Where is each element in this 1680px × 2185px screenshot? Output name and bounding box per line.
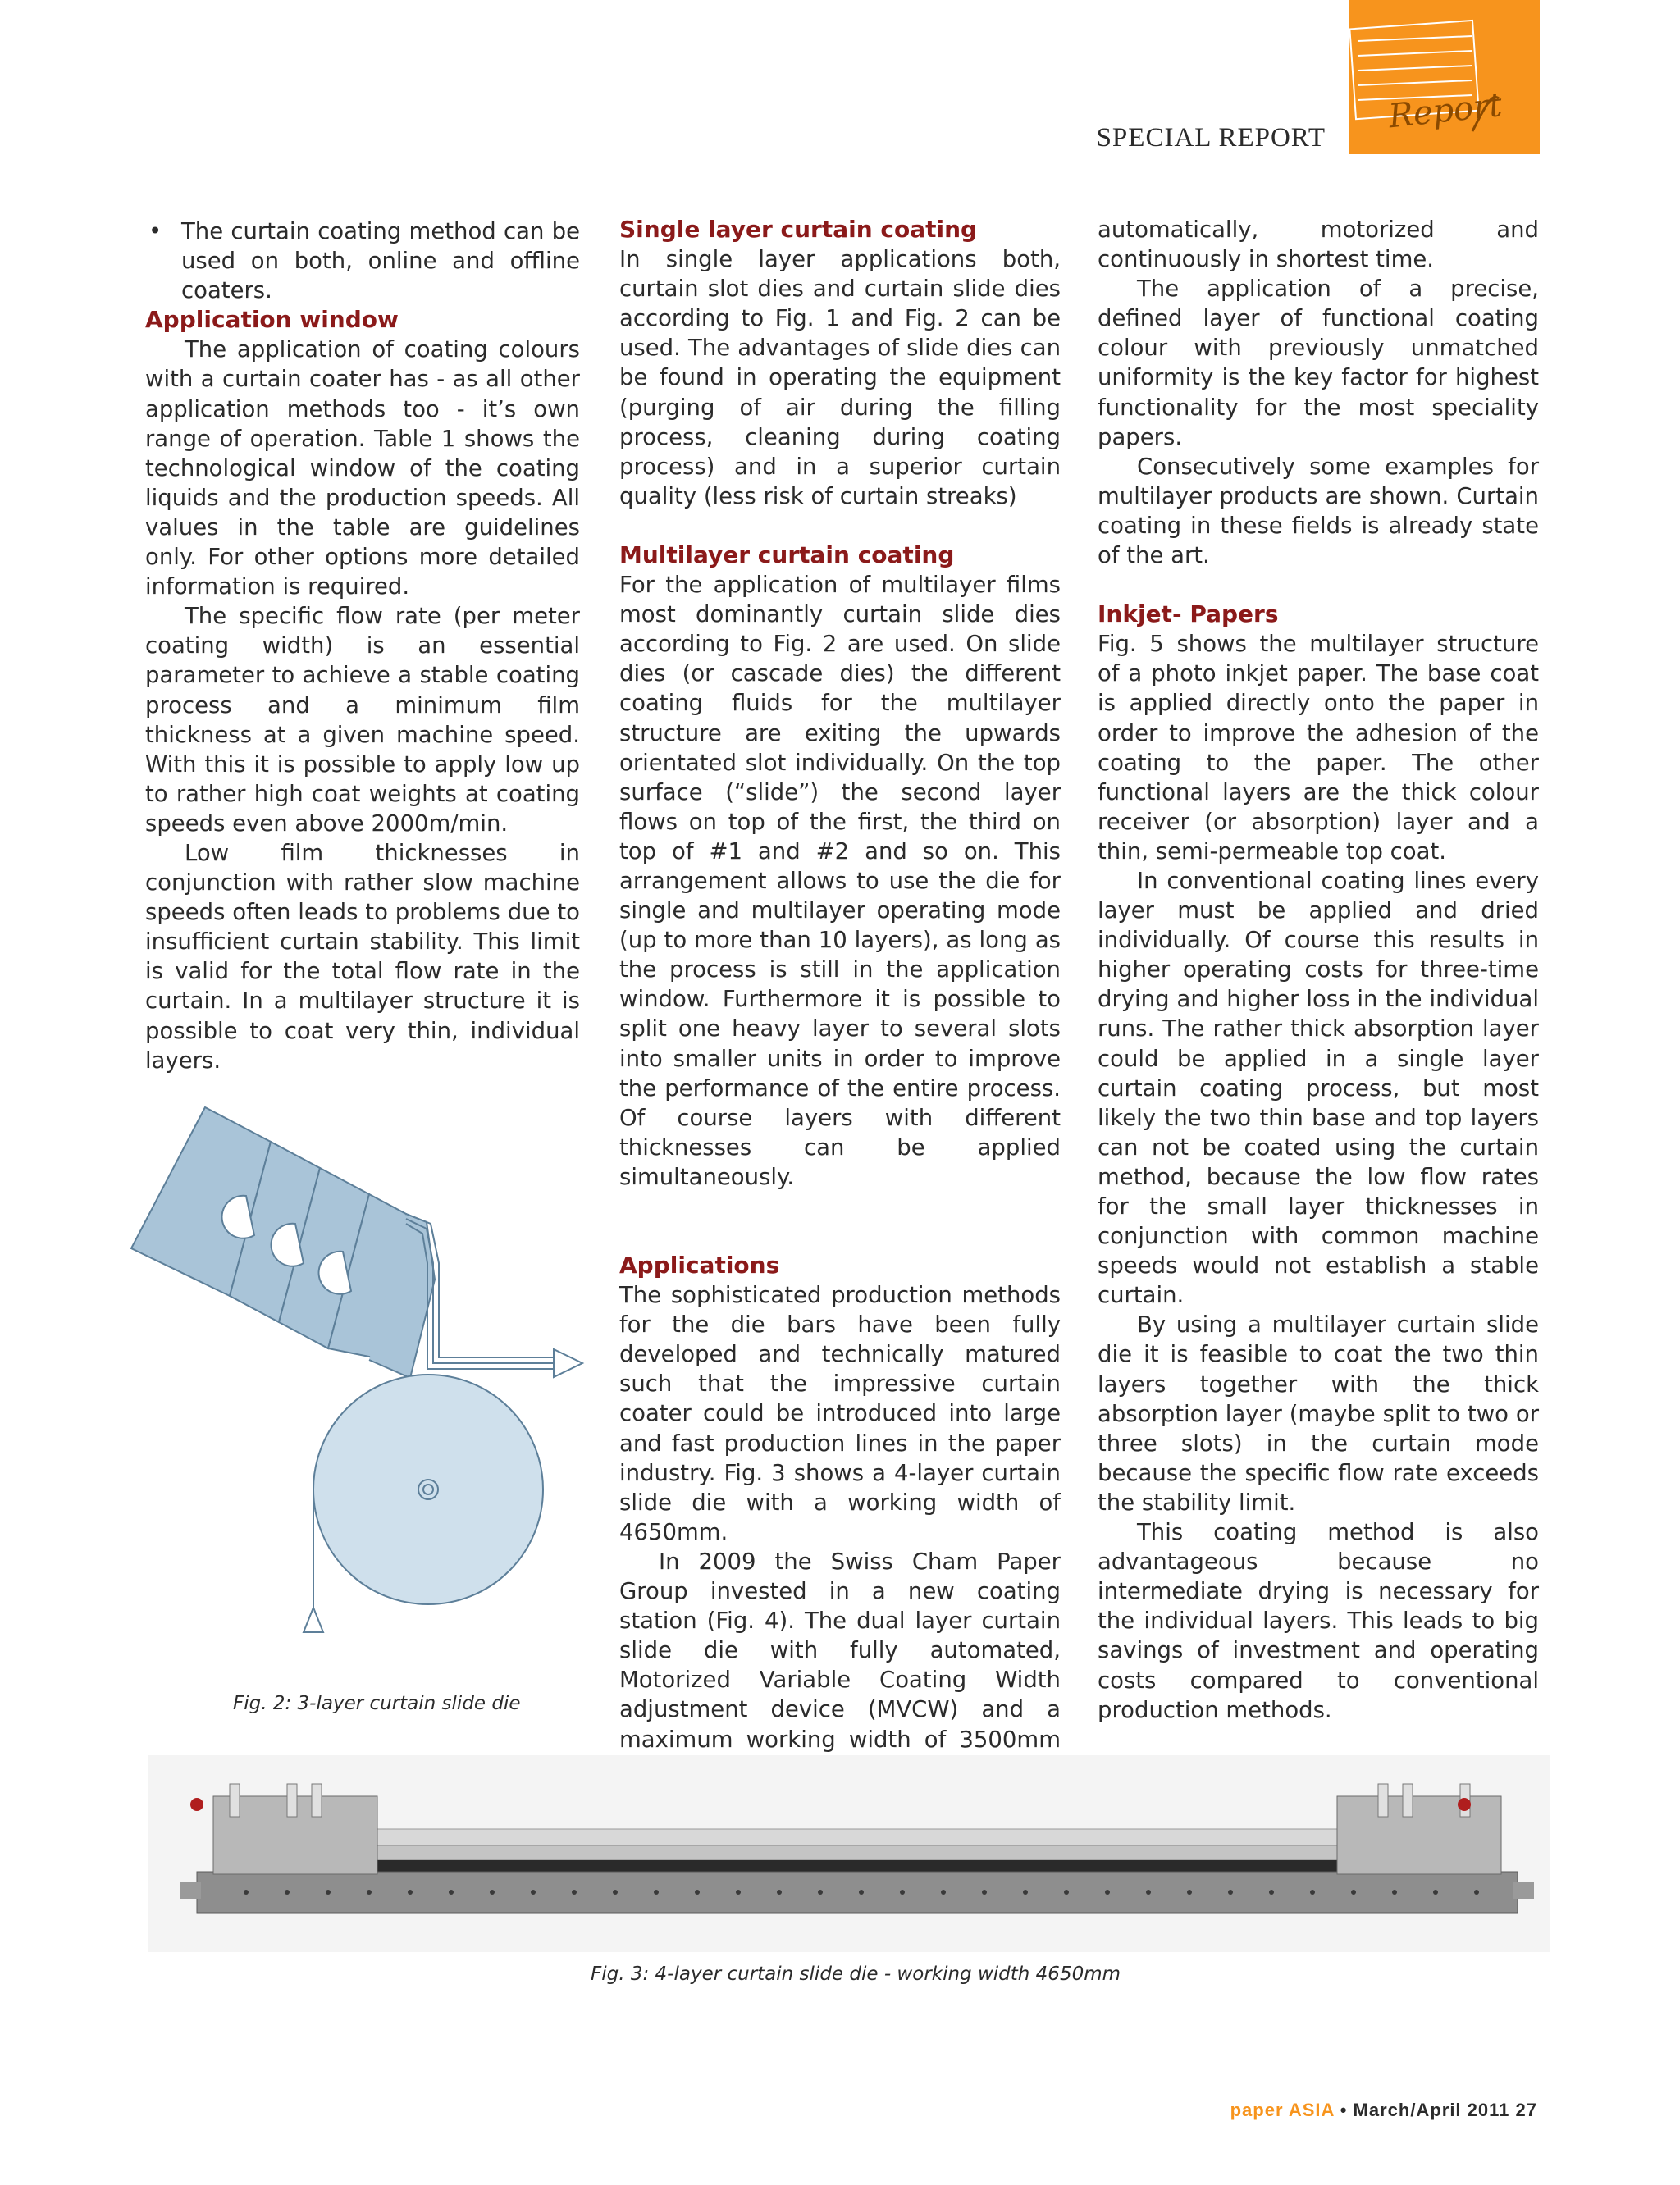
heading-applications: Applications	[619, 1252, 780, 1279]
footer-issue: March/April 2011	[1353, 2100, 1510, 2120]
paragraph: Fig. 5 shows the multilayer structure of a photo inkjet paper. The base coat is applied directly onto the paper in order to improve the adhesion of the coating to the paper. The other functional layers are the thick colour receiver (or absorption) layer and a thin, semi-permeable top coat.	[1098, 631, 1539, 864]
fig3-photo	[148, 1755, 1550, 1952]
paragraph: By using a multilayer curtain slide die it is feasible to coat the two thin layers together with the thick absorption layer (maybe split to two or three slots) in the curtain mode because the specific flow rate exceeds the stability limit.	[1098, 1311, 1539, 1516]
paragraph: The sophisticated production methods for the die bars have been fully developed and technically matured such that the impressive curtain coater could be introduced into large and fast production lines in the paper industry. Fig. 3 shows a 4-layer curtain slide die with a working width of 4650mm.	[619, 1282, 1061, 1545]
fig3-caption: Fig. 3: 4-layer curtain slide die - working width 4650mm	[591, 1964, 1121, 1985]
page-footer	[1230, 2100, 1537, 2121]
paragraph: Low film thicknesses in conjunction with rather slow machine speeds often leads to problems due to insufficient curtain stability. This limit is valid for the total flow rate in the curtain. In a multilayer structure it is possible to coat very thin, individual layers.	[145, 839, 580, 1074]
curtain-slide-die-diagram	[123, 1099, 591, 1657]
footer-brand: paper ASIA	[1230, 2100, 1335, 2120]
paragraph: In 2009 the Swiss Cham Paper Group invested in a new coating station (Fig. 4). The dual layer curtain slide die with fully automated, Motorized Variable Coating Width adjustment device (MVCW) and a maximum working width of 3500mm	[619, 1548, 1061, 1753]
paragraph: The application of a precise, defined layer of functional coating colour with previously unmatched uniformity is the key factor for highest functionality for the most speciality papers.	[1098, 276, 1539, 450]
heading-multilayer: Multilayer curtain coating	[619, 541, 955, 568]
heading-application-window: Application window	[145, 306, 399, 334]
page-number: 27	[1515, 2100, 1537, 2120]
fig2-diagram	[123, 1099, 591, 1657]
paragraph: The application of coating colours with a curtain coater has - as all other application methods too - it’s own range of operation. Table 1 shows the technological window of the coating liquids and the production speeds. All values in the table are guidelines only. For other options more detailed information is required.	[145, 336, 580, 600]
paragraph: In conventional coating lines every layer must be applied and dried individually. Of course this results in higher operating costs for three-time drying and higher loss in the individual runs. The rather thick absorption layer could be applied in a single layer curtain coating process, but most likely the two thin base and top layers can not be coated using the curtain method, because the low flow rates for the small layer thicknesses in conjunction with common machine speeds would not establish a stable curtain.	[1098, 867, 1539, 1309]
paragraph: Consecutively some examples for multilayer products are shown. Curtain coating in these fields is already state of the art.	[1098, 453, 1539, 569]
svg-text:Report: Report	[1386, 86, 1504, 136]
paragraph: For the application of multilayer films most dominantly curtain slide dies according to Fig. 2 are used. On slide dies (or cascade dies) the different coating fluids for the multilayer structure are exiting the upwards orientated slot individually. On the top surface (“slide”) the second layer flows on top of the first, the third on top of #1 and #2 and so on. This arrangement allows to use the die for single and multilayer operating mode (up to more than 10 layers), as long as the process is still in the application window. Furthermore it is possible to split one heavy layer to several slots into smaller units in order to improve the performance of the entire process. Of course layers with different thicknesses can be applied simultaneously.	[619, 572, 1061, 1190]
slide-die-machine-illustration	[148, 1755, 1550, 1952]
report-tab-graphic	[1349, 0, 1540, 154]
heading-single-layer: Single layer curtain coating	[619, 216, 978, 243]
report-notepad-icon	[1349, 0, 1540, 154]
column-1	[145, 217, 580, 1075]
heading-inkjet: Inkjet- Papers	[1098, 600, 1279, 628]
bullet-dot-icon: •	[148, 218, 162, 244]
paragraph: This coating method is also advantageous because no intermediate drying is necessary for the individual layers. This leads to big savings of investment and operating costs compared to conventional production methods.	[1098, 1519, 1539, 1723]
column-2	[619, 215, 1061, 1902]
paragraph: In single layer applications both, curtain slot dies and curtain slide dies according to Fig. 1 and Fig. 2 can be used. The advantages of slide dies can be found in operating the equipment (purging of air during the filling process, cleaning during coating process) and in a superior curtain quality (less risk of curtain streaks)	[619, 246, 1061, 509]
section-label: SPECIAL REPORT	[1096, 123, 1326, 153]
paragraph: The specific flow rate (per meter coating width) is an essential parameter to achieve a stable coating process and a minimum film thickness at a given machine speed. With this it is possible to apply low up to rather high coat weights at coating speeds even above 2000m/min.	[145, 603, 580, 837]
column-3	[1098, 215, 1539, 1873]
paragraph: automatically, motorized and continuously in shortest time.	[1098, 217, 1539, 273]
fig2-caption: Fig. 2: 3-layer curtain slide die	[233, 1693, 521, 1714]
bullet-item: • The curtain coating method can be used on both, online and offline coaters.	[145, 217, 580, 305]
footer-separator: •	[1340, 2100, 1348, 2120]
